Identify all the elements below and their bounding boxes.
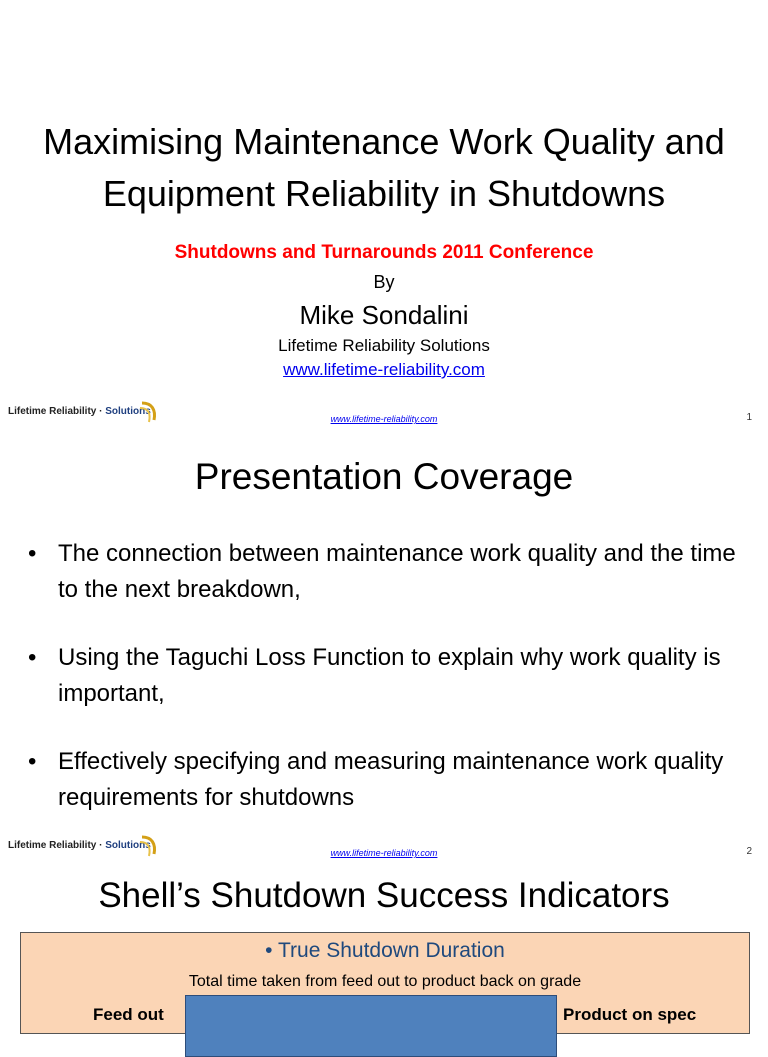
logo-text-main: Lifetime Reliability (8, 406, 97, 417)
coverage-list (24, 536, 748, 848)
footer-url-link[interactable]: www.lifetime-reliability.com (330, 848, 438, 858)
logo-text-sep: · (96, 840, 106, 851)
list-item: • Effectively specifying and measuring maintenance work quality requirements for shutdowns (24, 744, 748, 816)
logo-text-accent: Solutions (105, 840, 151, 851)
website-link[interactable]: www.lifetime-reliability.com (283, 360, 485, 379)
logo-text-accent: Solutions (105, 406, 151, 417)
slide-2 (0, 432, 768, 864)
slide-1-footer (0, 402, 768, 428)
footer-url-link[interactable]: www.lifetime-reliability.com (330, 414, 438, 424)
feed-out-label: Feed out (93, 1005, 164, 1024)
slide-2-footer (0, 836, 768, 862)
organization-name: Lifetime Reliability Solutions (278, 336, 490, 355)
slide-3 (0, 864, 768, 1024)
author-name: Mike Sondalini (299, 300, 469, 330)
list-item: • Using the Taguchi Loss Function to explain why work quality is important, (24, 640, 748, 712)
by-label: By (373, 272, 395, 292)
box-heading: • True Shutdown Duration (265, 939, 505, 962)
slide-1 (0, 0, 768, 432)
logo-text-main: Lifetime Reliability (8, 840, 97, 851)
shutdown-duration-box (20, 932, 750, 1034)
list-item: • The connection between maintenance work quality and the time to the next breakdown, (24, 536, 748, 608)
slide-number: 2 (746, 846, 752, 857)
conference-name: Shutdowns and Turnarounds 2011 Conference (174, 242, 594, 263)
product-on-spec-label: Product on spec (563, 1005, 697, 1024)
logo-text-sep: · (96, 406, 106, 417)
duration-bar (185, 995, 557, 1057)
box-description: Total time taken from feed out to product back on grade (188, 973, 582, 990)
slide-2-title: Presentation Coverage (194, 456, 574, 497)
slide-1-title: Maximising Maintenance Work Quality and Equipment Reliability in Shutdowns (43, 121, 725, 214)
slide-number: 1 (746, 412, 752, 423)
slide-3-title: Shell’s Shutdown Success Indicators (98, 876, 670, 915)
